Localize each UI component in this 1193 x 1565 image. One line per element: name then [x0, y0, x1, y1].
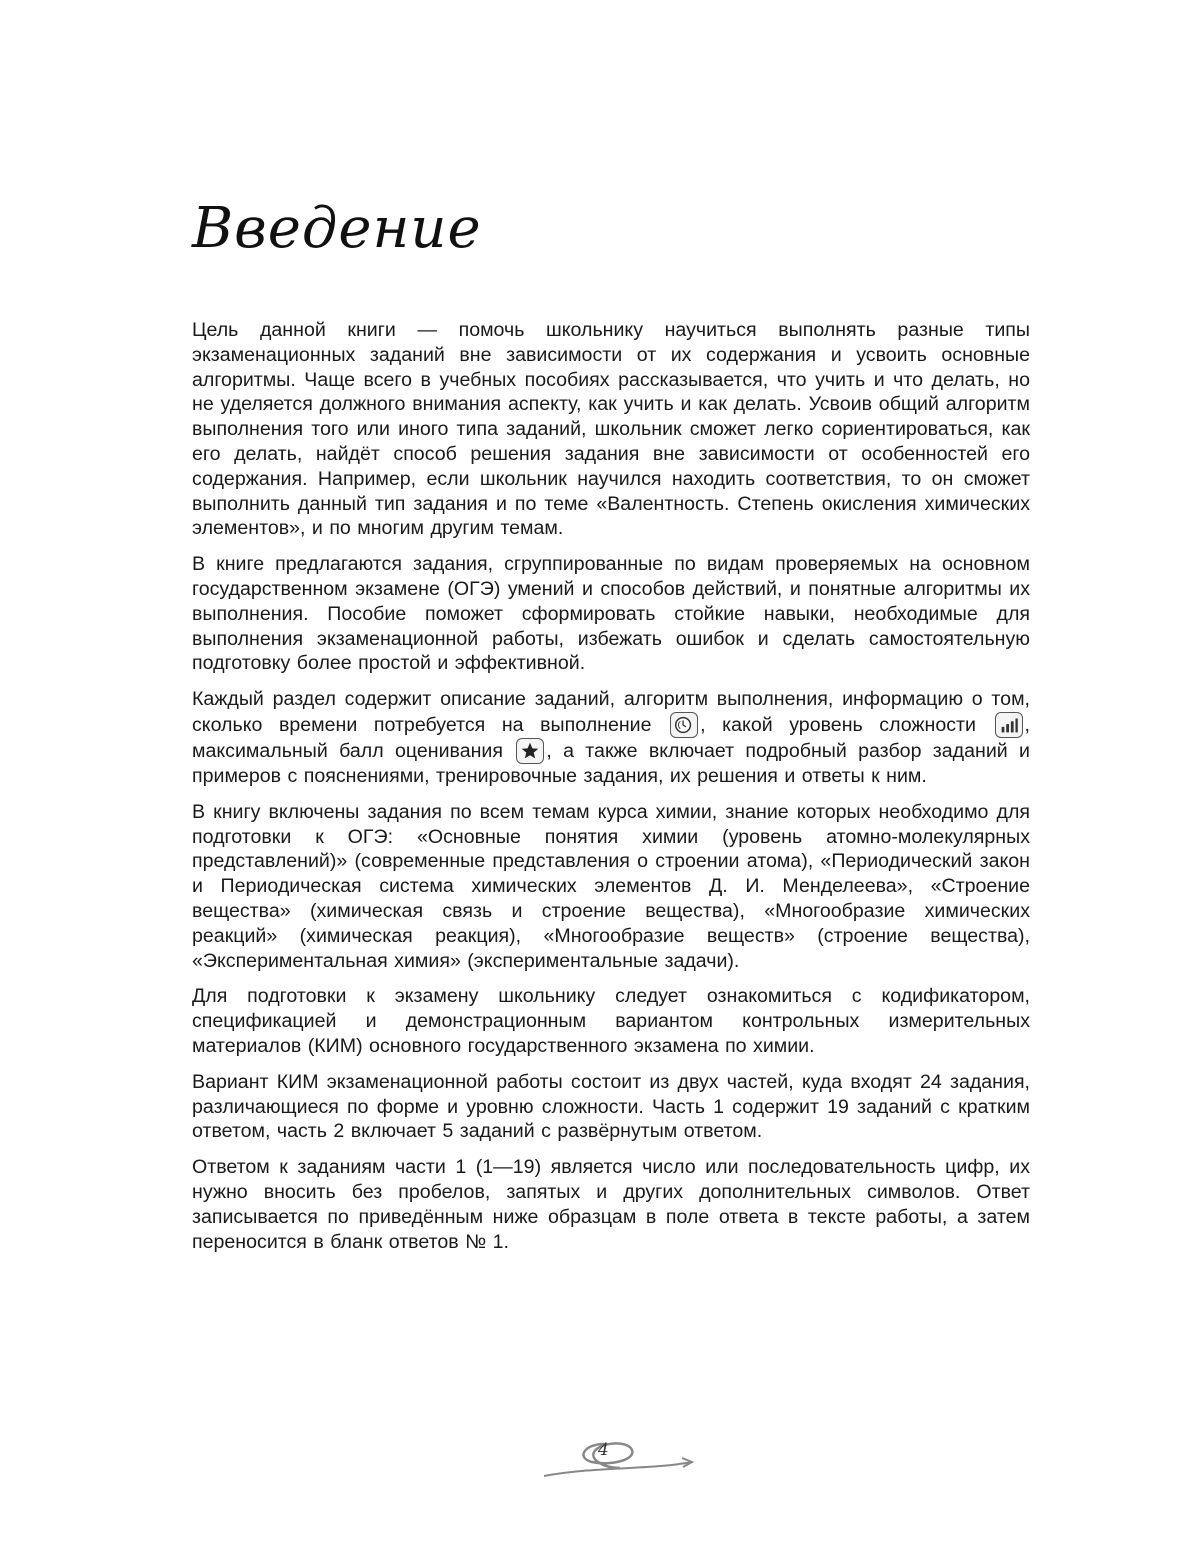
swirl-arrow-icon	[540, 1436, 700, 1486]
paragraph-4: В книгу включены задания по всем темам курса химии, знание которых необходимо для подготовки к ОГЭ: «Основные понятия химии (уровень атомно-молекулярных представлений)» (современные представления о строении атома), «Периодический закон и Периодическая система химических элементов Д. И. Менделеева», «Строение вещества» (химическая связь и строение вещества), «Многообразие химических реакций» (химическая реакция), «Многообразие веществ» (строение вещества), «Экспериментальная химия» (экспериментальные задачи).	[192, 800, 1030, 972]
paragraph-6: Вариант КИМ экзаменационной работы состоит из двух частей, куда входят 24 задания, различающиеся по форме и уровню сложности. Часть 1 содержит 19 заданий с кратким ответом, часть 2 включает 5 заданий с развёрнутым ответом.	[192, 1070, 1030, 1143]
page-number: 4	[598, 1440, 609, 1460]
clock-icon	[670, 712, 698, 738]
paragraph-3-part-c: , максимальный балл оценивания	[192, 713, 1030, 762]
page-title: Введение	[192, 196, 482, 261]
page-number-ornament	[540, 1436, 700, 1486]
paragraph-2: В книге предлагаются задания, сгруппированные по видам проверяемых на основном государственном экзамене (ОГЭ) умений и способов действий, и понятные алгоритмы их выполнения. Пособие поможет сформировать стойкие навыки, необходимые для выполнения экзаменационной работы, избежать ошибок и сделать самостоятельную подготовку более простой и эффективной.	[192, 553, 1030, 675]
difficulty-bars-icon	[995, 712, 1023, 738]
paragraph-5: Для подготовки к экзамену школьнику следует ознакомиться с кодификатором, спецификацией и демонстрационным вариантом контрольных измерительных материалов (КИМ) основного государственного экзамена по химии.	[192, 985, 1030, 1057]
paragraph-1: Цель данной книги — помочь школьнику научиться выполнять разные типы экзаменационных заданий вне зависимости от их содержания и усвоить основные алгоритмы. Чаще всего в учебных пособиях рассказывается, что учить и что делать, но не уделяется должного внимания аспекту, как учить и как делать. Усвоив общий алгоритм выполнения того или иного типа заданий, школьник сможет легко сориентироваться, как его делать, найдёт способ решения задания вне зависимости от особенностей его содержания. Например, если школьник научился находить соответствия, то он сможет выполнить данный тип задания и по теме «Валентность. Степень окисления химических элементов», и по многим другим темам.	[192, 319, 1030, 540]
star-icon	[516, 738, 544, 764]
intro-text	[192, 318, 1030, 1265]
paragraph-3-part-d: , а также включает подробный разбор заданий и примеров с пояснениями, тренировочные задания, их решения и ответы к ним.	[192, 739, 1030, 787]
paragraph-3-part-b: , какой уровень сложности	[700, 713, 976, 736]
paragraph-3	[192, 687, 1030, 789]
paragraph-7: Ответом к заданиям части 1 (1—19) является число или последовательность цифр, их нужно вносить без пробелов, запятых и других дополнительных символов. Ответ записывается по приведённым ниже образцам в поле ответа в тексте работы, а затем переносится в бланк ответов № 1.	[192, 1156, 1030, 1253]
paragraph-3-part-a: Каждый раздел содержит описание заданий, алгоритм выполнения, информацию о том, сколько времени потребуется на выполнение	[192, 688, 1030, 736]
